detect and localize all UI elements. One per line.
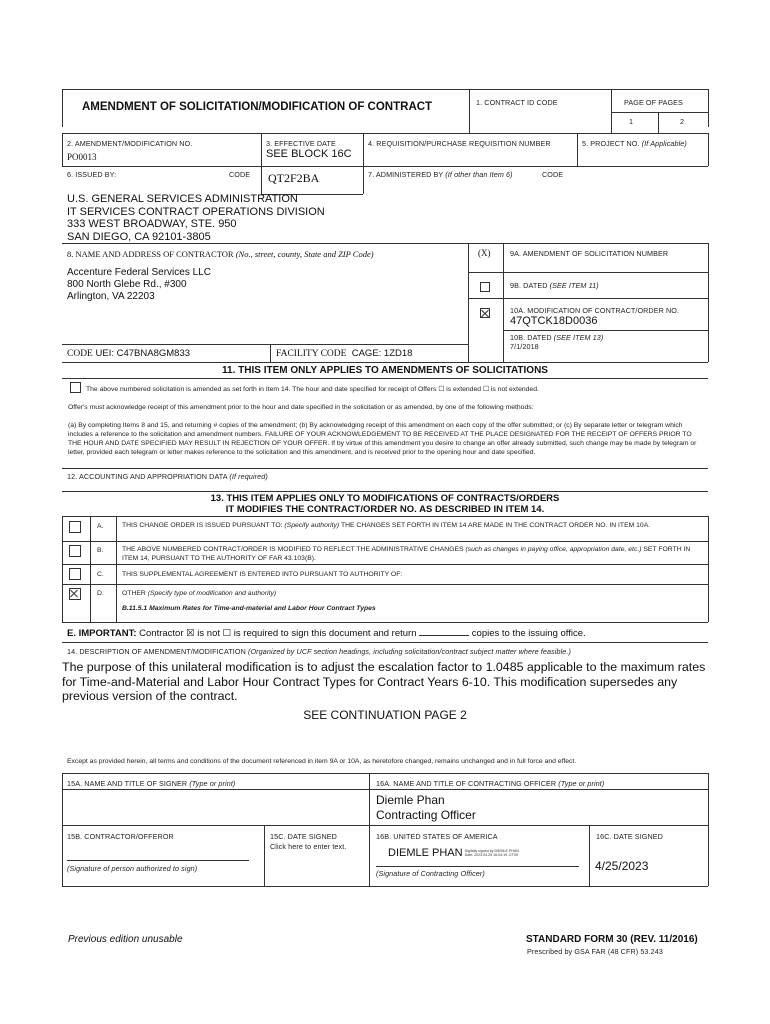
item-10b-value: 7/1/2018	[510, 342, 539, 351]
footer-left: Previous edition unusable	[68, 934, 183, 945]
footer-form-number: STANDARD FORM 30 (REV. 11/2016)	[526, 934, 698, 945]
requisition-label: 4. REQUISITION/PURCHASE REQUISITION NUMBER	[368, 139, 551, 148]
date-signed-16c-label: 16C. DATE SIGNED	[596, 832, 663, 841]
project-no-label: 5. PROJECT NO. (If Applicable)	[582, 139, 687, 148]
facility-code: FACILITY CODE CAGE: 1ZD18	[276, 348, 413, 359]
copies-blank[interactable]	[419, 626, 469, 636]
digital-signature[interactable]	[388, 847, 519, 859]
issued-code-value: QT2F2BA	[268, 171, 320, 185]
description-text: The purpose of this unilateral modification is to adjust the escalation factor to 1.0485 applicable to the maximum rates for Time-and-Material and Labor Hour Contract Types for Contract Years 6-10. This modification supersedes any previous version of the contract.	[62, 660, 706, 703]
section-11-line2: Offer's must acknowledge receipt of this amendment prior to the hour and date specified in the solicitation or as amended, by one of the following methods:	[68, 404, 534, 411]
administered-label: 7. ADMINISTERED BY (If other than Item 6)	[368, 170, 513, 179]
item-13d-checkbox[interactable]	[69, 588, 81, 600]
item-13c-text: THIS SUPPLEMENTAL AGREEMENT IS ENTERED INTO PURSUANT TO AUTHORITY OF:	[122, 571, 403, 578]
date-16c-value: 4/25/2023	[595, 859, 649, 873]
page-total: 2	[680, 117, 685, 126]
solicitation-amended-checkbox[interactable]	[70, 382, 81, 393]
item-13d-text: OTHER (Specify type of modification and authority)	[122, 590, 277, 597]
item-9b-checkbox[interactable]	[480, 282, 490, 292]
contract-id-label: 1. CONTRACT ID CODE	[476, 98, 558, 107]
issuer-line: U.S. GENERAL SERVICES ADMINISTRATION	[67, 193, 298, 205]
contractor-offeror-label: 15B. CONTRACTOR/OFFEROR	[67, 832, 174, 841]
page-of-pages-label: PAGE OF PAGES	[624, 98, 683, 107]
code-uei: CODE UEI: C47BNA8GM833	[67, 348, 191, 359]
amendment-no-value: PO0013	[67, 152, 97, 162]
item-9b-label: 9B. DATED (SEE ITEM 11)	[510, 281, 599, 290]
contractor-address	[67, 267, 211, 303]
officer-name: Diemle Phan Contracting Officer	[376, 793, 476, 822]
issuer-address	[67, 193, 325, 243]
except-text: Except as provided herein, all terms and conditions of the document referenced in item 9A or 10A, as heretofore changed, remains unchanged and in full force and effect.	[67, 758, 577, 765]
item-10a-value: 47QTCK18D0036	[510, 315, 598, 327]
section-11-line1: The above numbered solicitation is amended as set forth in Item 14. The hour and date specified for receipt of Offers ☐ is extended ☐ is not extended.	[86, 386, 539, 393]
date-signed-15c-field[interactable]: Click here to enter text.	[270, 842, 347, 851]
section-13-heading: 13. THIS ITEM APPLIES ONLY TO MODIFICATIONS OF CONTRACTS/ORDERS IT MODIFIES THE CONTRACT/ORDER NO. AS DESCRIBED IN ITEM 14.	[210, 493, 560, 515]
footer-prescribed: Prescribed by GSA FAR (48 CFR) 53.243	[527, 947, 663, 956]
issued-by-label: 6. ISSUED BY:	[67, 170, 117, 179]
description-label: 14. DESCRIPTION OF AMENDMENT/MODIFICATION (Organized by UCF section headings, including solicitation/contract subject matter where feasible.)	[67, 647, 571, 656]
item-13a-text: THIS CHANGE ORDER IS ISSUED PURSUANT TO: (Specify authority) THE CHANGES SET FORTH IN ITEM 14 ARE MADE IN THE CONTRACT ORDER NO. IN ITEM 10A.	[122, 522, 651, 529]
usa-label: 16B. UNITED STATES OF AMERICA	[376, 832, 498, 841]
form-title: AMENDMENT OF SOLICITATION/MODIFICATION OF CONTRACT	[82, 101, 433, 113]
effective-date-label: 3. EFFECTIVE DATE	[266, 139, 336, 148]
item-13a-letter: A.	[97, 523, 104, 530]
contractor-line: Arlington, VA 22203	[67, 291, 155, 302]
accounting-label: 12. ACCOUNTING AND APPROPRIATION DATA (If required)	[67, 472, 268, 481]
item-13d-letter: D.	[97, 590, 104, 597]
item-10a-checkbox[interactable]	[480, 308, 490, 318]
issuer-line: IT SERVICES CONTRACT OPERATIONS DIVISION	[67, 205, 325, 218]
digital-signature-name: DIEMLE PHAN	[388, 847, 463, 859]
signer-label: 15A. NAME AND TITLE OF SIGNER (Type or print)	[67, 779, 236, 788]
important-line: E. IMPORTANT: Contractor ☒ is not ☐ is required to sign this document and return copies to the issuing office.	[67, 628, 586, 639]
x-column-label: (X)	[478, 248, 491, 258]
administered-code-label: CODE	[542, 170, 564, 179]
contractor-signature-caption: (Signature of person authorized to sign)	[67, 864, 198, 873]
issuer-line: 333 WEST BROADWAY, STE. 950	[67, 218, 237, 230]
contractor-line: Accenture Federal Services LLC	[67, 267, 211, 278]
item-9a-label: 9A. AMENDMENT OF SOLICITATION NUMBER	[510, 249, 669, 258]
section-11-heading: 11. THIS ITEM ONLY APPLIES TO AMENDMENTS OF SOLICITATIONS	[222, 365, 548, 376]
officer-signature-caption: (Signature of Contracting Officer)	[376, 869, 485, 878]
section-11-paragraph: (a) By completing Items 8 and 15, and returning # copies of the amendment; (b) By acknowledging receipt of this amendment on each copy of the offer submitted; or (c) By separate letter or telegram which includes a reference to the solicitation and amendment numbers. FAILURE OF YOUR ACKNOWLEDGEMENT TO BE RECEIVED AT THE PLACE DESIGNATED FOR THE RECEIPT OF OFFERS PRIOR TO THE HOUR AND DATE SPECIFIED MAY RESULT IN REJECTION OF YOUR OFFER. If by virtue of this amendment you desire to change an offer already submitted, such change may be made by telegram or letter, provided each telegram or letter makes reference to the solicitation and this amendment, and is received prior to the opening hour and date specified.	[68, 422, 697, 456]
page-number: 1	[629, 117, 634, 126]
item-13c-checkbox[interactable]	[69, 568, 81, 580]
continuation-note: SEE CONTINUATION PAGE 2	[303, 708, 467, 722]
date-signed-15c-label: 15C. DATE SIGNED	[270, 832, 337, 841]
item-13a-checkbox[interactable]	[69, 521, 81, 533]
contractor-line: 800 North Glebe Rd., #300	[67, 279, 187, 290]
officer-label: 16A. NAME AND TITLE OF CONTRACTING OFFICER (Type or print)	[376, 779, 605, 788]
digital-signature-details: Digitally signed by DIEMLE PHAN Date: 2023.04.25 16:04:19 -07'00'	[464, 848, 519, 857]
other-authority: B.11.5.1 Maximum Rates for Time-and-material and Labor Hour Contract Types	[122, 605, 376, 612]
item-10b-label: 10B. DATED (SEE ITEM 13)	[510, 333, 604, 342]
item-13c-letter: C.	[97, 571, 104, 578]
contractor-label: 8. NAME AND ADDRESS OF CONTRACTOR (No., street, county, State and ZIP Code)	[67, 249, 374, 259]
effective-date-value: SEE BLOCK 16C	[266, 148, 352, 160]
item-13b-checkbox[interactable]	[69, 545, 81, 557]
issued-code-label: CODE	[229, 170, 251, 179]
item-13b-letter: B.	[97, 547, 104, 554]
item-10a-label: 10A. MODIFICATION OF CONTRACT/ORDER NO.	[510, 306, 680, 315]
item-13b-text: THE ABOVE NUMBERED CONTRACT/ORDER IS MODIFIED TO REFLECT THE ADMINISTRATIVE CHANGES (such as changes in paying office, appropriation date, etc.) SET FORTH IN ITEM 14, PURSUANT TO THE AUTHORITY OF FAR 43.103(B).	[122, 546, 691, 562]
issuer-line: SAN DIEGO, CA 92101-3805	[67, 230, 211, 243]
amendment-no-label: 2. AMENDMENT/MODIFICATION NO.	[67, 139, 193, 148]
